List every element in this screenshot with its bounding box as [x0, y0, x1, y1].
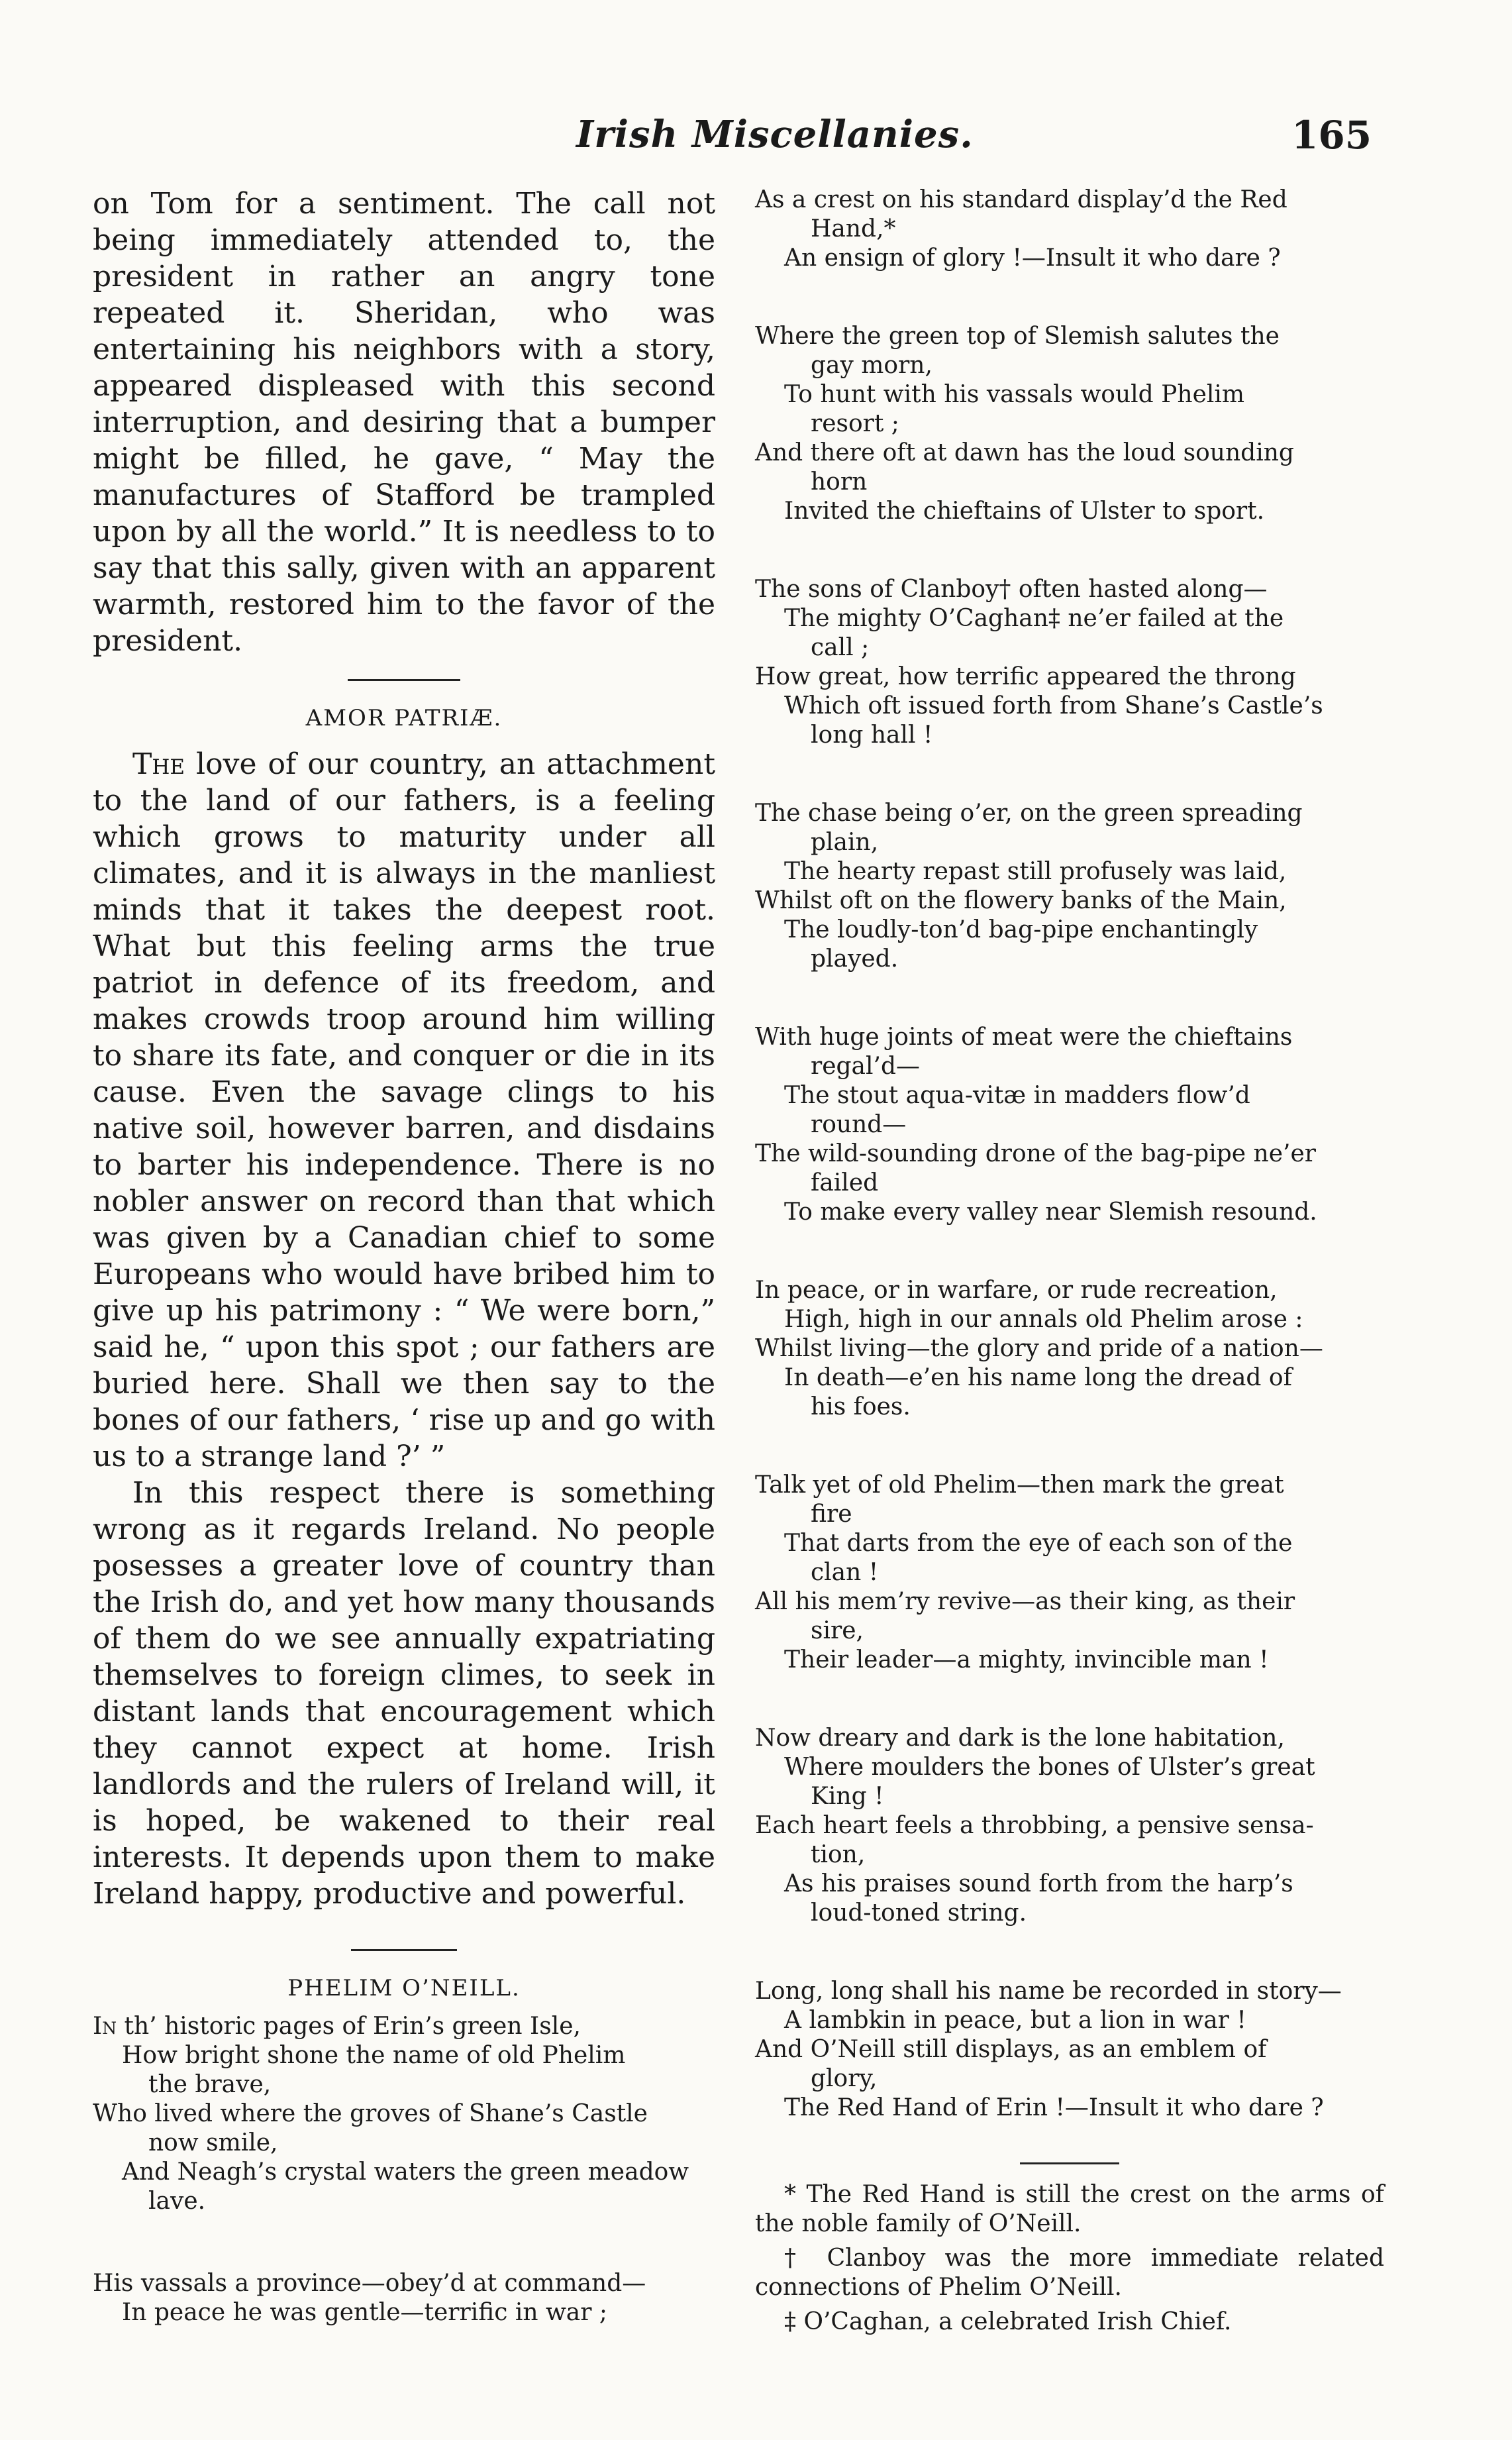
poem-line-text: th’ historic pages of Erin’s green Isle, — [117, 2013, 581, 2040]
drop-lead-word: In — [93, 2013, 117, 2040]
poem-line: An ensign of glory !—Insult it who dare ? — [784, 244, 1281, 272]
poem-stanza — [755, 322, 1384, 526]
poem-line: In peace he was gentle—terrific in war ; — [122, 2299, 608, 2326]
poem-stanza — [755, 575, 1384, 750]
poem-line: As his praises sound forth from the harp’s — [784, 1870, 1293, 1897]
poem-line: With huge joints of meat were the chieftains — [755, 1024, 1293, 1051]
poem-line: glory, — [811, 2065, 878, 2092]
poem-stanza — [755, 1276, 1384, 1422]
footnote-divider — [1020, 2162, 1119, 2164]
poem-line — [93, 2012, 715, 2041]
poem-stanza — [755, 799, 1384, 974]
section-divider — [348, 679, 460, 681]
poem-stanza — [755, 1724, 1384, 1928]
poem-line: Long, long shall his name be recorded in story— — [755, 1978, 1342, 2005]
poem-line: Invited the chieftains of Ulster to sport. — [784, 498, 1265, 525]
poem-stanza — [755, 1471, 1384, 1675]
footnotes — [755, 2180, 1384, 2337]
poem-line: Which oft issued forth from Shane’s Castle’s — [784, 692, 1323, 719]
poem-line: High, high in our annals old Phelim arose : — [784, 1306, 1303, 1333]
poem-stanza — [755, 186, 1384, 273]
poem-line: Each heart feels a throbbing, a pensive sensa- — [755, 1812, 1314, 1839]
poem-stanza — [93, 2269, 715, 2327]
poem-stanza — [755, 1977, 1384, 2123]
poem-line: How bright shone the name of old Phelim — [122, 2042, 626, 2069]
amor-patriae-title: AMOR PATRIÆ. — [305, 705, 503, 731]
left-column — [93, 186, 715, 2376]
footnote-red-hand: * The Red Hand is still the crest on the arms of the noble family of O’Neill. — [755, 2181, 1384, 2237]
poem-line: All his mem’ry revive—as their king, as their — [755, 1588, 1295, 1615]
poem-line: The wild-sounding drone of the bag-pipe ne’er — [755, 1140, 1316, 1167]
poem-line: And Neagh’s crystal waters the green meadow — [122, 2158, 689, 2186]
poem-line: tion, — [811, 1841, 866, 1868]
poem-line: call ; — [811, 634, 870, 661]
poem-line: failed — [811, 1169, 879, 1196]
poem-line: How great, how terrific appeared the throng — [755, 663, 1296, 690]
poem-line: Hand,* — [811, 215, 896, 242]
section-divider — [351, 1949, 457, 1951]
poem-line: Whilst living—the glory and pride of a nation— — [755, 1335, 1323, 1362]
poem-line: Where the green top of Slemish salutes the — [755, 323, 1280, 350]
poem-line: Whilst oft on the flowery banks of the Main, — [755, 887, 1287, 914]
poem-line: And there oft at dawn has the loud sounding — [755, 439, 1294, 466]
poem-line: The stout aqua-vitæ in madders flow’d — [784, 1082, 1250, 1109]
poem-line: played. — [811, 945, 899, 973]
poem-line: regal’d— — [811, 1053, 921, 1080]
amor-paragraph-1-text: love of our country, an attachment to the land of our fathers, is a feeling which grows to maturity under all climates, and it is always in the manliest minds that it takes the deepest root. What but this feeling arms the true patriot in defence of its freedom, and makes crowds troop around him willing to share its fate, and conquer or die in its cause. Even the savage clings to his native soil, however barren, and disdains to barter his independence. There is no nobler answer on record than that which was given by a Canadian chief to some Europeans who would have bribed him to give up his patrimony : “ We were born,” said he, “ upon this spot ; our fathers are buried here. Shall we then say to the bones of our fathers, ‘ rise up and go with us to a strange land ?’ ” — [93, 747, 715, 1473]
poem-line: To hunt with his vassals would Phelim — [784, 381, 1245, 408]
poem-line: The mighty O’Caghan‡ ne’er failed at the — [784, 605, 1284, 632]
poem-stanza — [755, 1023, 1384, 1227]
poem-line: sire, — [811, 1617, 864, 1644]
phelim-poem-opening — [93, 2012, 715, 2327]
phelim-poem-continuation — [755, 186, 1384, 2123]
poem-line: In peace, or in warfare, or rude recreation, — [755, 1277, 1278, 1304]
running-header — [0, 99, 1512, 172]
page-number: 165 — [1291, 113, 1372, 158]
running-title: Irish Miscellanies. — [576, 113, 974, 156]
poem-line: Where moulders the bones of Ulster’s great — [784, 1754, 1315, 1781]
poem-line: horn — [811, 468, 868, 496]
prose-block — [93, 186, 715, 659]
poem-line: lave. — [148, 2188, 206, 2215]
poem-line: Who lived where the groves of Shane’s Castle — [93, 2100, 648, 2127]
opening-paragraph: on Tom for a sentiment. The call not being immediately attended to, the president in rather an angry tone repeated it. Sheridan, who was entertaining his neighbors with a story, appeared displeased with this second interruption, and desiring that a bumper might be filled, he gave, “ May the manufactures of Stafford be trampled upon by all the world.” It is needless to to say that this sally, given with an apparent warmth, restored him to the favor of the president. — [93, 187, 715, 658]
poem-line: resort ; — [811, 410, 899, 437]
poem-line: Now dreary and dark is the lone habitation, — [755, 1724, 1285, 1752]
poem-line: That darts from the eye of each son of the — [784, 1530, 1293, 1557]
poem-line: long hall ! — [811, 721, 933, 749]
poem-line: To make every valley near Slemish resound. — [784, 1198, 1317, 1226]
poem-line: In death—e’en his name long the dread of — [784, 1364, 1292, 1391]
poem-line: The chase being o’er, on the green spreading — [755, 800, 1303, 827]
poem-line: A lambkin in peace, but a lion in war ! — [784, 2007, 1246, 2034]
footnote-ocaghan: ‡ O’Caghan, a celebrated Irish Chief. — [784, 2308, 1232, 2335]
poem-line: fire — [811, 1501, 852, 1528]
poem-line: The loudly-ton’d bag-pipe enchantingly — [784, 916, 1258, 943]
amor-paragraph-2: In this respect there is something wrong as it regards Ireland. No people posesses a greater love of country than the Irish do, and yet how many thousands of them do we see annually expatriating themselves to foreign climes, to seek in distant lands that encouragement which they cannot expect at home. Irish landlords and the rulers of Ireland will, it is hoped, be wakened to their real interests. It depends upon them to make Ireland happy, productive and powerful. — [93, 1476, 715, 1911]
drop-lead-word: The — [132, 747, 185, 781]
poem-line: As a crest on his standard display’d the Red — [755, 186, 1287, 213]
poem-line: The sons of Clanboy† often hasted along— — [755, 576, 1268, 603]
poem-line: loud-toned string. — [811, 1899, 1027, 1927]
poem-line: his foes. — [811, 1393, 911, 1420]
amor-patriae-body — [93, 746, 715, 1912]
poem-line: His vassals a province—obey’d at command— — [93, 2270, 646, 2297]
right-column — [755, 186, 1384, 2342]
footnote-clanboy: † Clanboy was the more immediate related connections of Phelim O’Neill. — [755, 2245, 1384, 2301]
poem-line: round— — [811, 1111, 907, 1138]
poem-line: now smile, — [148, 2129, 278, 2156]
phelim-oneill-title: PHELIM O’NEILL. — [287, 1975, 521, 2001]
poem-line: Their leader—a mighty, invincible man ! — [784, 1646, 1269, 1673]
poem-line: The hearty repast still profusely was laid, — [784, 858, 1287, 885]
poem-line: The Red Hand of Erin !—Insult it who dare ? — [784, 2094, 1324, 2121]
poem-stanza — [93, 2012, 715, 2216]
poem-line: the brave, — [148, 2071, 272, 2098]
amor-paragraph-1 — [93, 746, 715, 1475]
poem-line: And O’Neill still displays, as an emblem of — [755, 2036, 1267, 2063]
poem-line: clan ! — [811, 1559, 879, 1586]
poem-line: Talk yet of old Phelim—then mark the great — [755, 1471, 1284, 1499]
poem-line: plain, — [811, 829, 879, 856]
poem-line: King ! — [811, 1783, 884, 1810]
poem-line: gay morn, — [811, 352, 932, 379]
